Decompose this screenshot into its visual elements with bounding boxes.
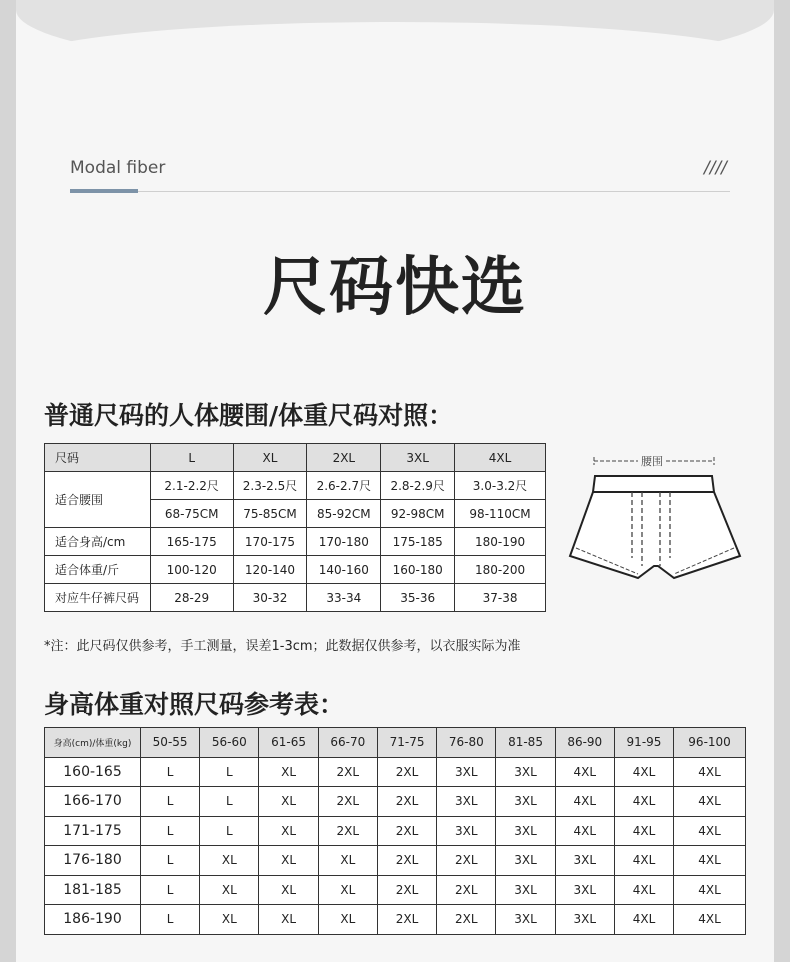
table-cell: 35-36 — [381, 584, 455, 612]
section-title-1: 普通尺码的人体腰围/体重尺码对照： — [44, 401, 454, 430]
height-weight-table — [44, 727, 746, 935]
table-cell: 适合体重/斤 — [45, 556, 151, 584]
table-cell: 4XL — [614, 905, 673, 935]
table-cell: 2XL — [437, 846, 496, 876]
table-cell: 2XL — [437, 905, 496, 935]
table-cell: 4XL — [555, 757, 614, 787]
table-cell: 3XL — [496, 846, 555, 876]
table-cell: 2XL — [437, 875, 496, 905]
table-cell: L — [200, 757, 259, 787]
table-cell: 176-180 — [45, 846, 141, 876]
table-cell: 4XL — [555, 816, 614, 846]
table-row — [45, 757, 746, 787]
table-cell: 尺码 — [45, 444, 151, 472]
table-row — [45, 528, 546, 556]
brand-label: Modal fiber — [70, 158, 166, 178]
table-header — [45, 728, 746, 758]
table-cell: 160-180 — [381, 556, 455, 584]
table-cell: XL — [318, 875, 377, 905]
table-cell: 4XL — [614, 787, 673, 817]
header-cell: 91-95 — [614, 728, 673, 758]
table-row — [45, 584, 546, 612]
table-cell: 对应牛仔裤尺码 — [45, 584, 151, 612]
table-cell: XL — [200, 846, 259, 876]
table-cell: 28-29 — [150, 584, 233, 612]
table-cell: 165-175 — [150, 528, 233, 556]
table-cell: 170-180 — [307, 528, 381, 556]
table-cell: 2XL — [318, 816, 377, 846]
table-cell: 2XL — [377, 875, 436, 905]
divider — [70, 191, 730, 192]
slashes: //// — [704, 158, 727, 178]
table-cell: 2XL — [377, 757, 436, 787]
header-cell: 96-100 — [674, 728, 746, 758]
table-cell: L — [150, 444, 233, 472]
table-cell: 140-160 — [307, 556, 381, 584]
size-table — [44, 443, 546, 612]
table-cell: 171-175 — [45, 816, 141, 846]
table-cell: 4XL — [555, 787, 614, 817]
section-title-2: 身高体重对照尺码参考表： — [44, 690, 345, 719]
table-cell: 3XL — [555, 846, 614, 876]
table-cell: L — [141, 905, 200, 935]
table-cell: XL — [318, 846, 377, 876]
table-cell: XL — [259, 816, 318, 846]
table-cell: 4XL — [614, 816, 673, 846]
table-cell: 2XL — [318, 757, 377, 787]
table-cell: 3XL — [496, 757, 555, 787]
table-cell: 186-190 — [45, 905, 141, 935]
table-cell: 2XL — [307, 444, 381, 472]
table-cell: 180-200 — [455, 556, 546, 584]
table-cell: 2.8-2.9尺 — [381, 472, 455, 500]
table-row — [45, 556, 546, 584]
table-cell: L — [141, 816, 200, 846]
table-row — [45, 875, 746, 905]
table-cell: XL — [259, 875, 318, 905]
table-row — [45, 846, 746, 876]
table-cell: 3XL — [437, 787, 496, 817]
table-cell: 170-175 — [233, 528, 307, 556]
table-row — [45, 905, 746, 935]
table-cell: 3XL — [496, 875, 555, 905]
table-cell: L — [200, 816, 259, 846]
header-cell: 81-85 — [496, 728, 555, 758]
table-cell: XL — [200, 875, 259, 905]
header-cell: 61-65 — [259, 728, 318, 758]
table-cell: 180-190 — [455, 528, 546, 556]
table-cell: XL — [200, 905, 259, 935]
table-cell: 2XL — [377, 816, 436, 846]
table-cell: 2XL — [377, 846, 436, 876]
table-cell: 75-85CM — [233, 500, 307, 528]
table-cell: XL — [318, 905, 377, 935]
table-cell: 3XL — [555, 905, 614, 935]
table-cell: 2XL — [377, 787, 436, 817]
table-cell: L — [200, 787, 259, 817]
table-row — [45, 816, 746, 846]
table-cell: 3XL — [496, 905, 555, 935]
table-cell: 3XL — [437, 757, 496, 787]
table-row — [45, 787, 746, 817]
table-cell: XL — [259, 846, 318, 876]
table-cell: 37-38 — [455, 584, 546, 612]
table-cell: XL — [233, 444, 307, 472]
table-cell: 3.0-3.2尺 — [455, 472, 546, 500]
table-cell: L — [141, 757, 200, 787]
table-cell: 30-32 — [233, 584, 307, 612]
table-cell: 160-165 — [45, 757, 141, 787]
header-cell: 50-55 — [141, 728, 200, 758]
table-cell: 166-170 — [45, 787, 141, 817]
table-cell: 2XL — [318, 787, 377, 817]
table-cell: 2.3-2.5尺 — [233, 472, 307, 500]
table-cell: 4XL — [674, 787, 746, 817]
table-cell: 2.6-2.7尺 — [307, 472, 381, 500]
table-cell: 适合身高/cm — [45, 528, 151, 556]
waist-label: 适合腰围 — [45, 472, 151, 528]
table-cell: 4XL — [674, 757, 746, 787]
table-cell: 33-34 — [307, 584, 381, 612]
table-cell: L — [141, 787, 200, 817]
table-cell: 2XL — [377, 905, 436, 935]
header-cell: 身高(cm)/体重(kg) — [45, 728, 141, 758]
table-cell: 92-98CM — [381, 500, 455, 528]
header-cell: 66-70 — [318, 728, 377, 758]
table-cell: 3XL — [555, 875, 614, 905]
table-cell: 98-110CM — [455, 500, 546, 528]
table-cell: XL — [259, 905, 318, 935]
table-cell: 4XL — [614, 875, 673, 905]
table-cell: 175-185 — [381, 528, 455, 556]
table-cell: 3XL — [496, 816, 555, 846]
table-cell: 4XL — [455, 444, 546, 472]
table-cell: 4XL — [614, 757, 673, 787]
table-cell: 4XL — [674, 846, 746, 876]
table-cell: XL — [259, 787, 318, 817]
table-cell: 85-92CM — [307, 500, 381, 528]
table-cell: 68-75CM — [150, 500, 233, 528]
table-cell: L — [141, 846, 200, 876]
boxer-diagram — [562, 448, 744, 590]
table-cell: XL — [259, 757, 318, 787]
table-cell: 120-140 — [233, 556, 307, 584]
table-cell: 4XL — [674, 905, 746, 935]
note: *注：此尺码仅供参考，手工测量，误差1-3cm；此数据仅供参考，以衣服实际为准 — [44, 639, 521, 654]
table-cell: 4XL — [614, 846, 673, 876]
table-cell: 2.1-2.2尺 — [150, 472, 233, 500]
table-cell: 4XL — [674, 816, 746, 846]
table-cell: 181-185 — [45, 875, 141, 905]
table-cell: 3XL — [381, 444, 455, 472]
diagram-label: 腰围 — [641, 455, 663, 468]
table-row — [45, 444, 546, 472]
table-cell: 3XL — [496, 787, 555, 817]
header-cell: 86-90 — [555, 728, 614, 758]
table-cell: L — [141, 875, 200, 905]
page-title: 尺码快选 — [263, 251, 527, 325]
accent-bar — [70, 189, 138, 193]
table-cell: 3XL — [437, 816, 496, 846]
header-cell: 76-80 — [437, 728, 496, 758]
table-cell: 4XL — [674, 875, 746, 905]
header-cell: 71-75 — [377, 728, 436, 758]
table-cell: 100-120 — [150, 556, 233, 584]
header-cell: 56-60 — [200, 728, 259, 758]
table-row — [45, 472, 546, 500]
